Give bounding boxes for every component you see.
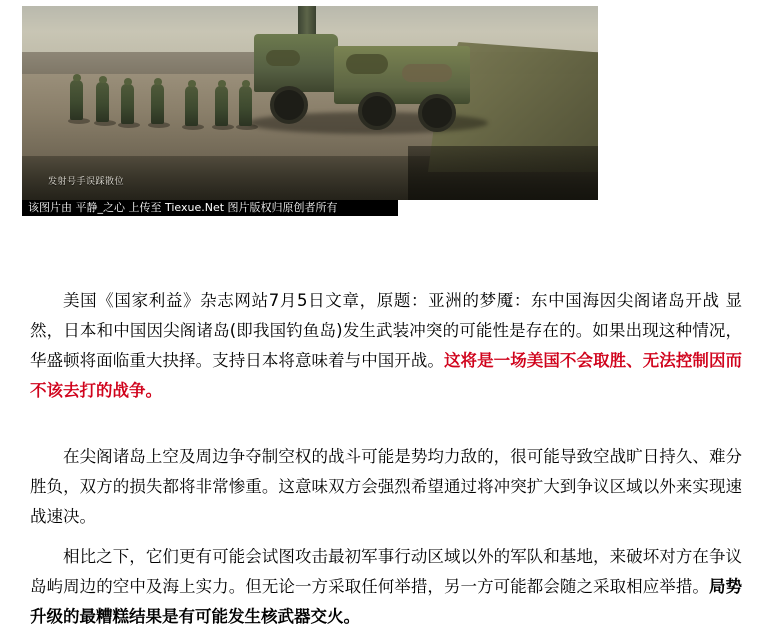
camo-patch <box>346 54 388 74</box>
paragraph-three <box>30 542 742 632</box>
photo-military-truck <box>22 6 598 200</box>
paragraph-three-text: 相比之下，它们更有可能会试图攻击最初军事行动区域以外的军队和基地，来破坏对方在争议岛屿周边的空中及海上实力。但无论一方采取任何举措，另一方可能都会随之采取相应举措。 <box>30 547 742 596</box>
soldier-figure <box>239 86 252 126</box>
soldier-figure <box>151 84 164 124</box>
soldier-figure <box>185 86 198 126</box>
photo-credit-bar: 该图片由 平静_之心 上传至 Tiexue.Net 图片版权归原创者所有 <box>22 200 398 216</box>
photo-watermark: 发射号手误踩散位 <box>48 177 125 187</box>
camouflage-net-shadow <box>408 146 598 200</box>
article-body <box>30 286 742 642</box>
paragraph-three-bold: 局势升级的最糟糕结果是有可能发生核武器交火。 <box>30 577 743 626</box>
truck-wheel <box>418 94 456 132</box>
paragraph-spacer <box>30 416 742 442</box>
paragraph-lead <box>30 286 742 406</box>
soldier-figure <box>215 86 228 126</box>
truck-wheel <box>358 92 396 130</box>
soldier-figure <box>70 80 83 120</box>
soldier-figure <box>121 84 134 124</box>
camo-patch <box>266 50 300 66</box>
truck-wheel <box>270 86 308 124</box>
paragraph-two: 在尖阁诸岛上空及周边争夺制空权的战斗可能是势均力敌的，很可能导致空战旷日持久、难分胜负，双方的损失都将非常惨重。这意味双方会强烈希望通过将冲突扩大到争议区域以外来实现速战速决。 <box>30 447 742 526</box>
soldier-figure <box>96 82 109 122</box>
paragraph-lead-highlight: 这将是一场美国不会取胜、无法控制因而不该去打的战争。 <box>30 351 743 400</box>
camo-patch <box>402 64 452 82</box>
article-figure <box>22 6 598 216</box>
paragraph-lead-text: 美国《国家利益》杂志网站7月5日文章，原题：亚洲的梦魇：东中国海因尖阁诸岛开战 显然，日本和中国因尖阁诸岛(即我国钓鱼岛)发生武装冲突的可能性是存在的。如果出现这种情况，华盛顿将面临重大抉择。支持日本将意味着与中国开战。 <box>30 291 742 370</box>
